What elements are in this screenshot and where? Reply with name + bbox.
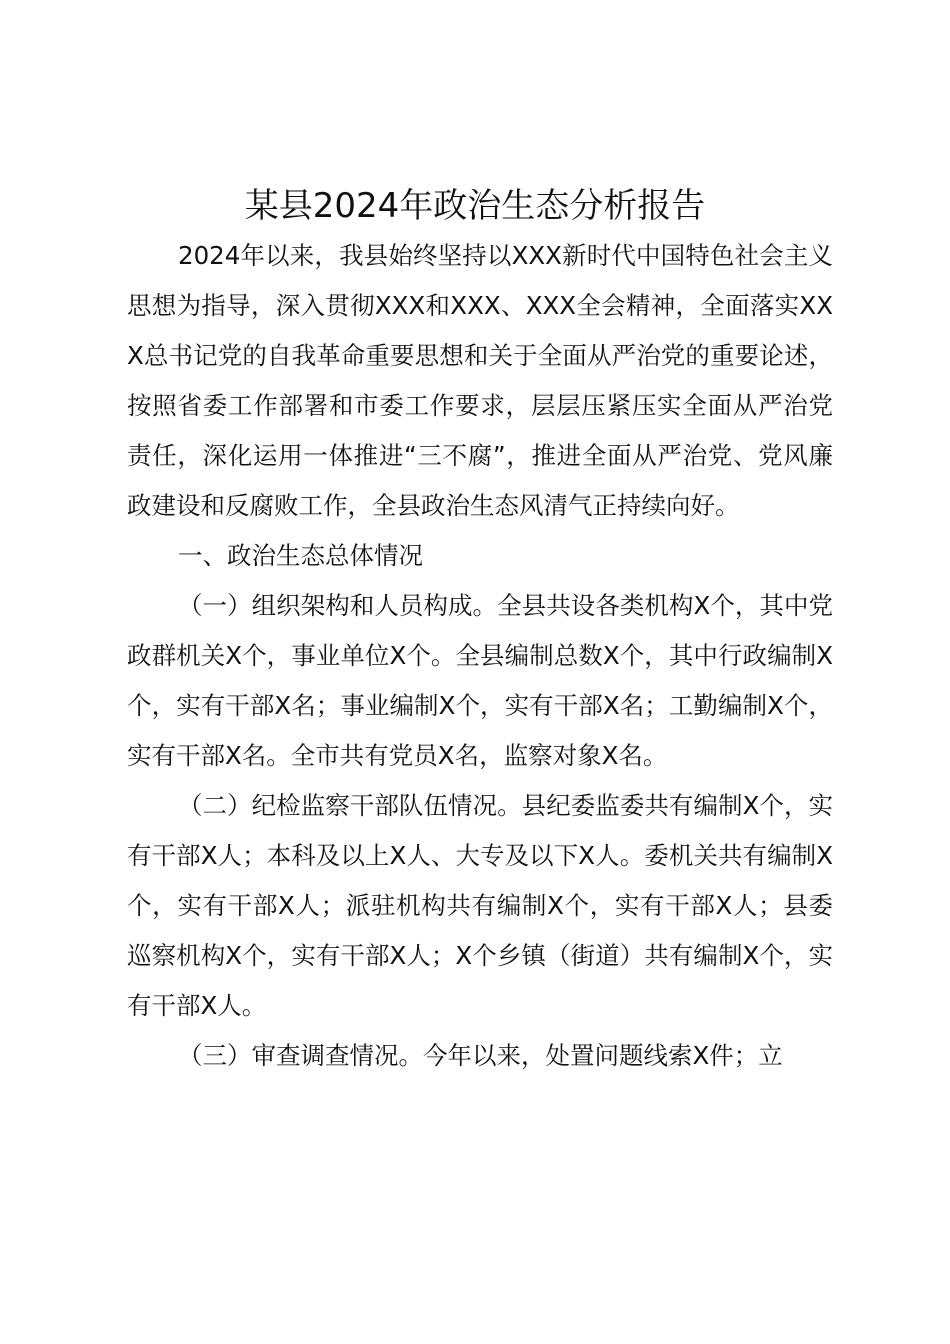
document-title: 某县2024年政治生态分析报告 [244,186,706,226]
paragraph-discipline-team: （二）纪检监察干部队伍情况。县纪委监委共有编制X个，实有干部X人；本科及以上X人、大专及以下X人。委机关共有编制X个，实有干部X人；派驻机构共有编制X个，实有干部X人；县委巡察机构X个，实有干部X人；X个乡镇（街道）共有编制X个，实有干部X人。 [127,791,833,1020]
document-body [127,231,833,1081]
paragraph-investigation: （三）审查调查情况。今年以来，处置问题线索X件；立 [178,1041,783,1070]
section-heading-1: 一、政治生态总体情况 [178,541,423,570]
paragraph-organization: （一）组织架构和人员构成。全县共设各类机构X个，其中党政群机关X个，事业单位X个。全县编制总数X个，其中行政编制X个，实有干部X名；事业编制X个，实有干部X名；工勤编制X个，实有干部X名。全市共有党员X名，监察对象X名。 [127,591,833,770]
intro-paragraph: 2024年以来，我县始终坚持以XXX新时代中国特色社会主义思想为指导，深入贯彻XXX和XXX、XXX全会精神，全面落实XXX总书记党的自我革命重要思想和关于全面从严治党的重要论述，按照省委工作部署和市委工作要求，层层压紧压实全面从严治党责任，深化运用一体推进“三不腐”，推进全面从严治党、党风廉政建设和反腐败工作，全县政治生态风清气正持续向好。 [127,241,833,520]
